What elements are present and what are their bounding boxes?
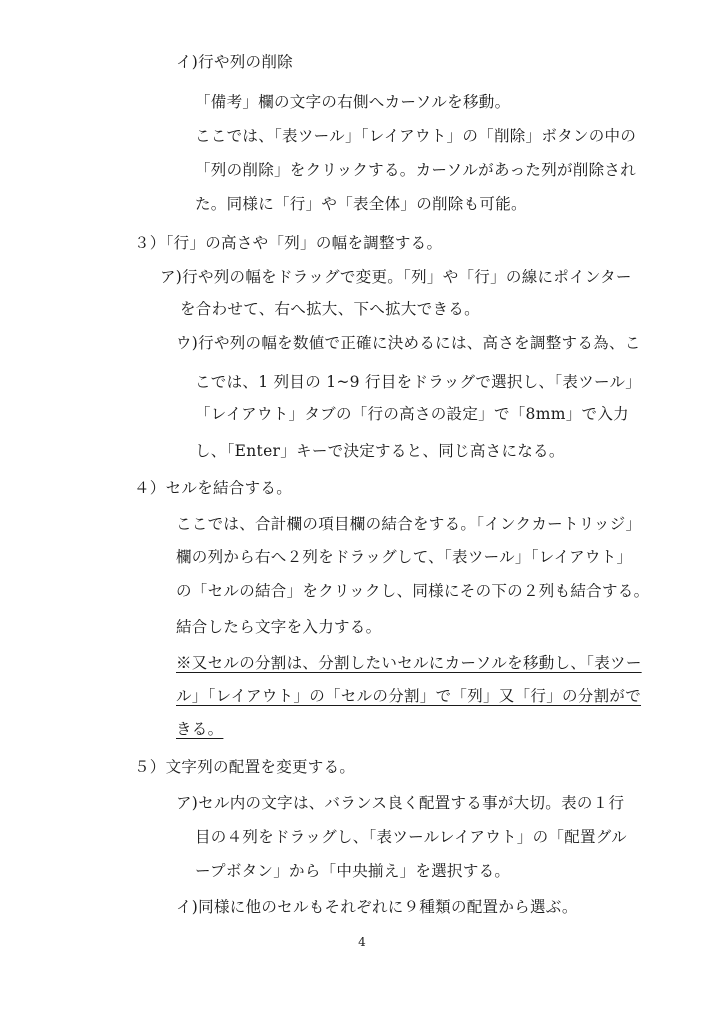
page-number: 4 <box>358 935 366 949</box>
paragraph-line: 結合したら文字を入力する。 <box>176 618 382 636</box>
paragraph-line: ここでは、合計欄の項目欄の結合をする。「インクカートリッジ」 <box>176 515 642 533</box>
note-line: きる。 <box>176 720 224 738</box>
section-heading-5: ５）文字列の配置を変更する。 <box>134 758 356 776</box>
paragraph-line: こでは、1 列目の 1~9 行目をドラッグで選択し、「表ツール」 <box>195 373 642 391</box>
section-heading-4: ４）セルを結合する。 <box>134 479 293 497</box>
subheading-delete-rows-cols: イ)行や列の削除 <box>176 53 293 71</box>
paragraph-line: 「レイアウト」タブの「行の高さの設定」で「8mm」で入力 <box>195 405 629 423</box>
paragraph-line: ア)セル内の文字は、バランス良く配置する事が大切。表の１行 <box>176 794 625 812</box>
paragraph-line: を合わせて、右へ拡大、下へ拡大できる。 <box>180 300 480 318</box>
paragraph-line: 欄の列から右へ２列をドラッグして、「表ツール」「レイアウト」 <box>176 548 633 566</box>
paragraph-line: ア)行や列の幅をドラッグで変更。「列」や「行」の線にポインター <box>160 268 632 286</box>
paragraph-line: た。同様に「行」や「表全体」の削除も可能。 <box>195 195 527 213</box>
note-line: ル」「レイアウト」の「セルの分割」で「列」又「行」の分割がで <box>176 687 642 705</box>
paragraph-line: し、「Enter」キーで決定すると、同じ高さになる。 <box>195 442 565 460</box>
paragraph-line: 目の４列をドラッグし、「表ツールレイアウト」の「配置グル <box>195 828 627 846</box>
paragraph-line: ここでは、「表ツール」「レイアウト」の「削除」ボタンの中の <box>195 127 637 145</box>
note-line: ※又セルの分割は、分割したいセルにカーソルを移動し、「表ツー <box>176 654 642 672</box>
paragraph-line: 「備考」欄の文字の右側へカーソルを移動。 <box>195 93 511 111</box>
paragraph-line: 「列の削除」をクリックする。カーソルがあった列が削除され <box>195 161 637 179</box>
section-heading-3: ３）「行」の高さや「列」の幅を調整する。 <box>134 234 443 252</box>
paragraph-line: の「セルの結合」をクリックし、同様にその下の２列も結合する。 <box>176 582 650 600</box>
paragraph-line: イ)同様に他のセルもそれぞれに９種類の配置から選ぶ。 <box>176 898 578 916</box>
paragraph-line: ウ)行や列の幅を数値で正確に決めるには、高さを調整する為、こ <box>176 334 641 352</box>
paragraph-line: ープボタン」から「中央揃え」を選択する。 <box>195 862 511 880</box>
